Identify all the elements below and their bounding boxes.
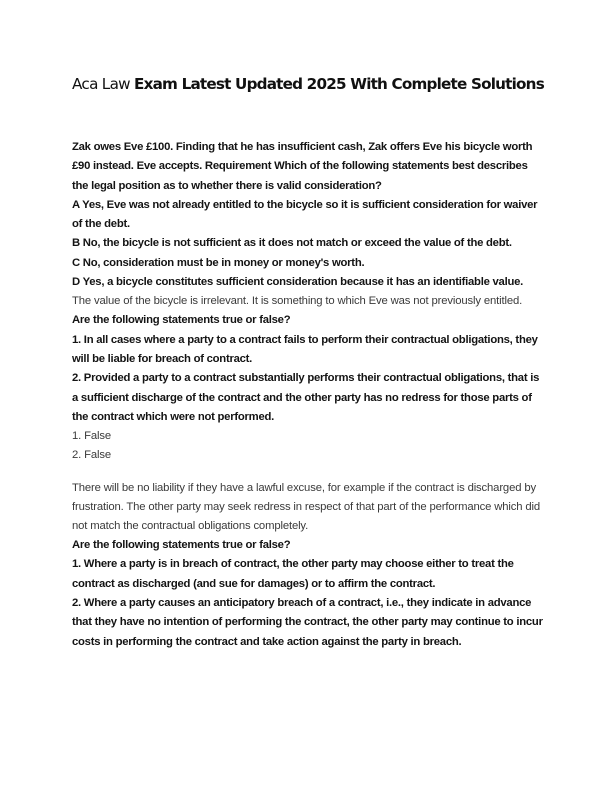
question-1 [72, 138, 546, 311]
question-1-text: Zak owes Eve £100. Finding that he has insufficient cash, Zak offers Eve his bicycle worth £90 instead. Eve accepts. Requirement Which of the following statements best describes the legal position as to whether there is valid consideration? [72, 141, 533, 192]
question-3-statement-1: 1. Where a party is in breach of contract, the other party may choose either to treat the contract as discharged (and sue for damages) or to affirm the contract. [72, 558, 514, 590]
question-1-option-d: D Yes, a bicycle constitutes sufficient consideration because it has an identifiable value. [72, 276, 524, 289]
page-title [72, 74, 546, 94]
question-2-statement-1: 1. In all cases where a party to a contract fails to perform their contractual obligations, they will be liable for breach of contract. [72, 333, 538, 365]
question-1-option-b: B No, the bicycle is not sufficient as it does not match or exceed the value of the debt. [72, 237, 512, 250]
question-3-statement-2: 2. Where a party causes an anticipatory breach of a contract, i.e., they indicate in advance that they have no intention of performing the contract, the other party may continue to incur costs in performing the contract and take action against the party in breach. [72, 597, 543, 648]
question-2-statement-2: 2. Provided a party to a contract substantially performs their contractual obligations, that is a sufficient discharge of the contract and the other party has no redress for those parts of the contract which were not performed. [72, 372, 540, 423]
question-2-text: Are the following statements true or false? [72, 314, 291, 327]
question-2 [72, 311, 546, 536]
question-2-explanation: There will be no liability if they have a lawful excuse, for example if the contract is discharged by frustration. The other party may seek redress in respect of that part of the performance which did not match the contractual obligations completely. [72, 482, 540, 533]
question-1-option-a: A Yes, Eve was not already entitled to the bicycle so it is sufficient consideration for waiver of the debt. [72, 198, 538, 231]
title-regular: Aca Law [72, 75, 135, 93]
question-1-answer: The value of the bicycle is irrelevant. It is something to which Eve was not previously entitled. [72, 295, 523, 308]
question-3-text: Are the following statements true or false? [72, 539, 291, 552]
question-3 [72, 536, 546, 652]
title-bold: Exam Latest Updated 2025 With Complete Solutions [134, 75, 544, 93]
question-1-option-c: C No, consideration must be in money or money's worth. [72, 256, 365, 269]
question-2-answer-1: 1. False [72, 430, 111, 443]
question-2-answer-2: 2. False [72, 449, 111, 462]
spacer [72, 465, 546, 479]
